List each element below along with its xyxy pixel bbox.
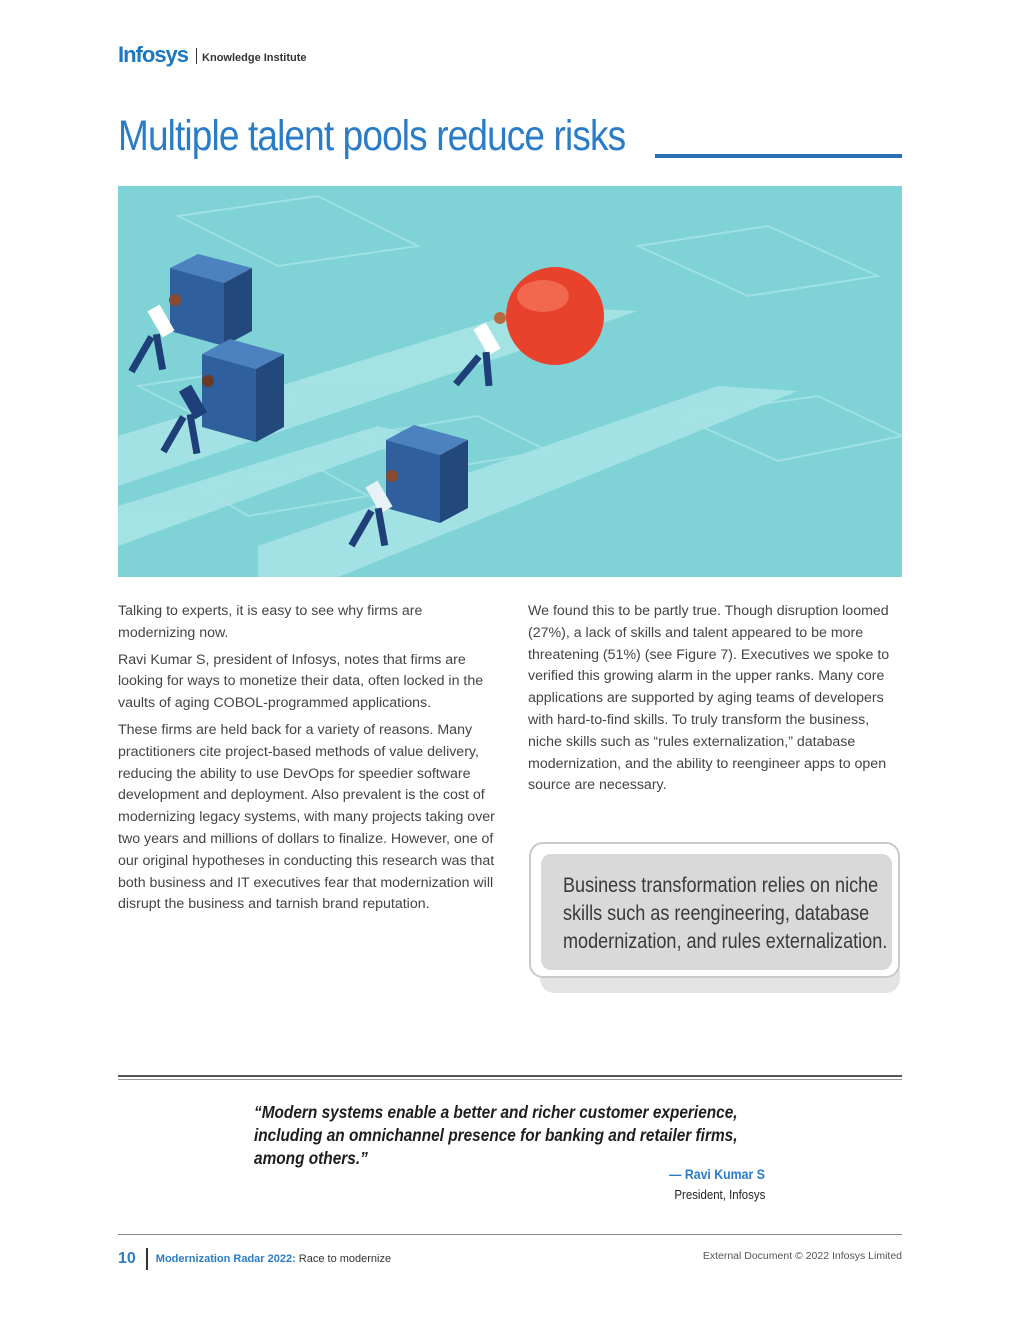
title-rule — [655, 154, 902, 158]
logo-divider — [196, 48, 197, 64]
cube-bottom — [386, 425, 468, 523]
callout-inner — [541, 854, 892, 970]
quote-divider — [118, 1075, 902, 1077]
footer-left — [118, 1248, 391, 1270]
callout-text: Business transformation relies on niche skills such as reengineering, database modernization, and rules externalization. — [563, 874, 888, 953]
pull-quote: “Modern systems enable a better and richer customer experience, including an omnichannel presence for banking and retailer firms, among others.” — [254, 1102, 738, 1168]
logo-brand: Infosys — [118, 42, 189, 67]
paragraph: Ravi Kumar S, president of Infosys, notes that firms are looking for ways to monetize their data, often locked in the vaults of aging COBOL-programmed applications. — [118, 651, 484, 712]
copyright: External Document © 2022 Infosys Limited — [702, 1250, 902, 1262]
hero-illustration-svg — [118, 186, 902, 577]
paragraph: These firms are held back for a variety of reasons. Many practitioners cite project-based methods of value delivery, reducing the ability to use DevOps for speedier software development and deployment. Also prevalent is the cost of modernizing legacy systems, with many projects taking over two years and millions of dollars to finalize. However, one of our original hypotheses in conducting this research was that both business and IT executives fear that modernization will disrupt the business and tarnish brand reputation. — [118, 721, 495, 913]
red-ball — [506, 267, 604, 365]
quote-divider-thin — [118, 1079, 902, 1080]
report-subtitle: Race to modernize — [298, 1253, 392, 1265]
hero-illustration — [118, 186, 902, 577]
paragraph: We found this to be partly true. Though disruption loomed (27%), a lack of skills and talent appeared to be more threatening (51%) (see Figure 7). Executives we spoke to verified this growing alarm in the upper ranks. Many core applications are supported by aging teams of developers with hard-to-find skills. To truly transform the business, niche skills such as “rules externalization,” database modernization, and the ability to reengineer apps to open source are necessary. — [528, 603, 890, 794]
quote-author-role: President, Infosys — [674, 1187, 765, 1202]
body-left-column — [118, 601, 498, 921]
cube-top-left — [170, 254, 252, 346]
quote-author: — Ravi Kumar S — [669, 1166, 765, 1182]
callout-box — [529, 842, 900, 978]
page-number: 10 — [118, 1250, 136, 1267]
paragraph: Talking to experts, it is easy to see why firms are modernizing now. — [118, 603, 423, 641]
report-name: Modernization Radar 2022: — [155, 1253, 296, 1265]
footer-separator — [146, 1248, 148, 1270]
page-title: Multiple talent pools reduce risks — [118, 112, 626, 160]
infosys-logo — [118, 44, 307, 66]
logo-subtitle: Knowledge Institute — [202, 52, 307, 64]
footer-divider — [118, 1234, 902, 1235]
cube-middle-left — [202, 339, 284, 442]
body-right-column — [528, 601, 902, 802]
